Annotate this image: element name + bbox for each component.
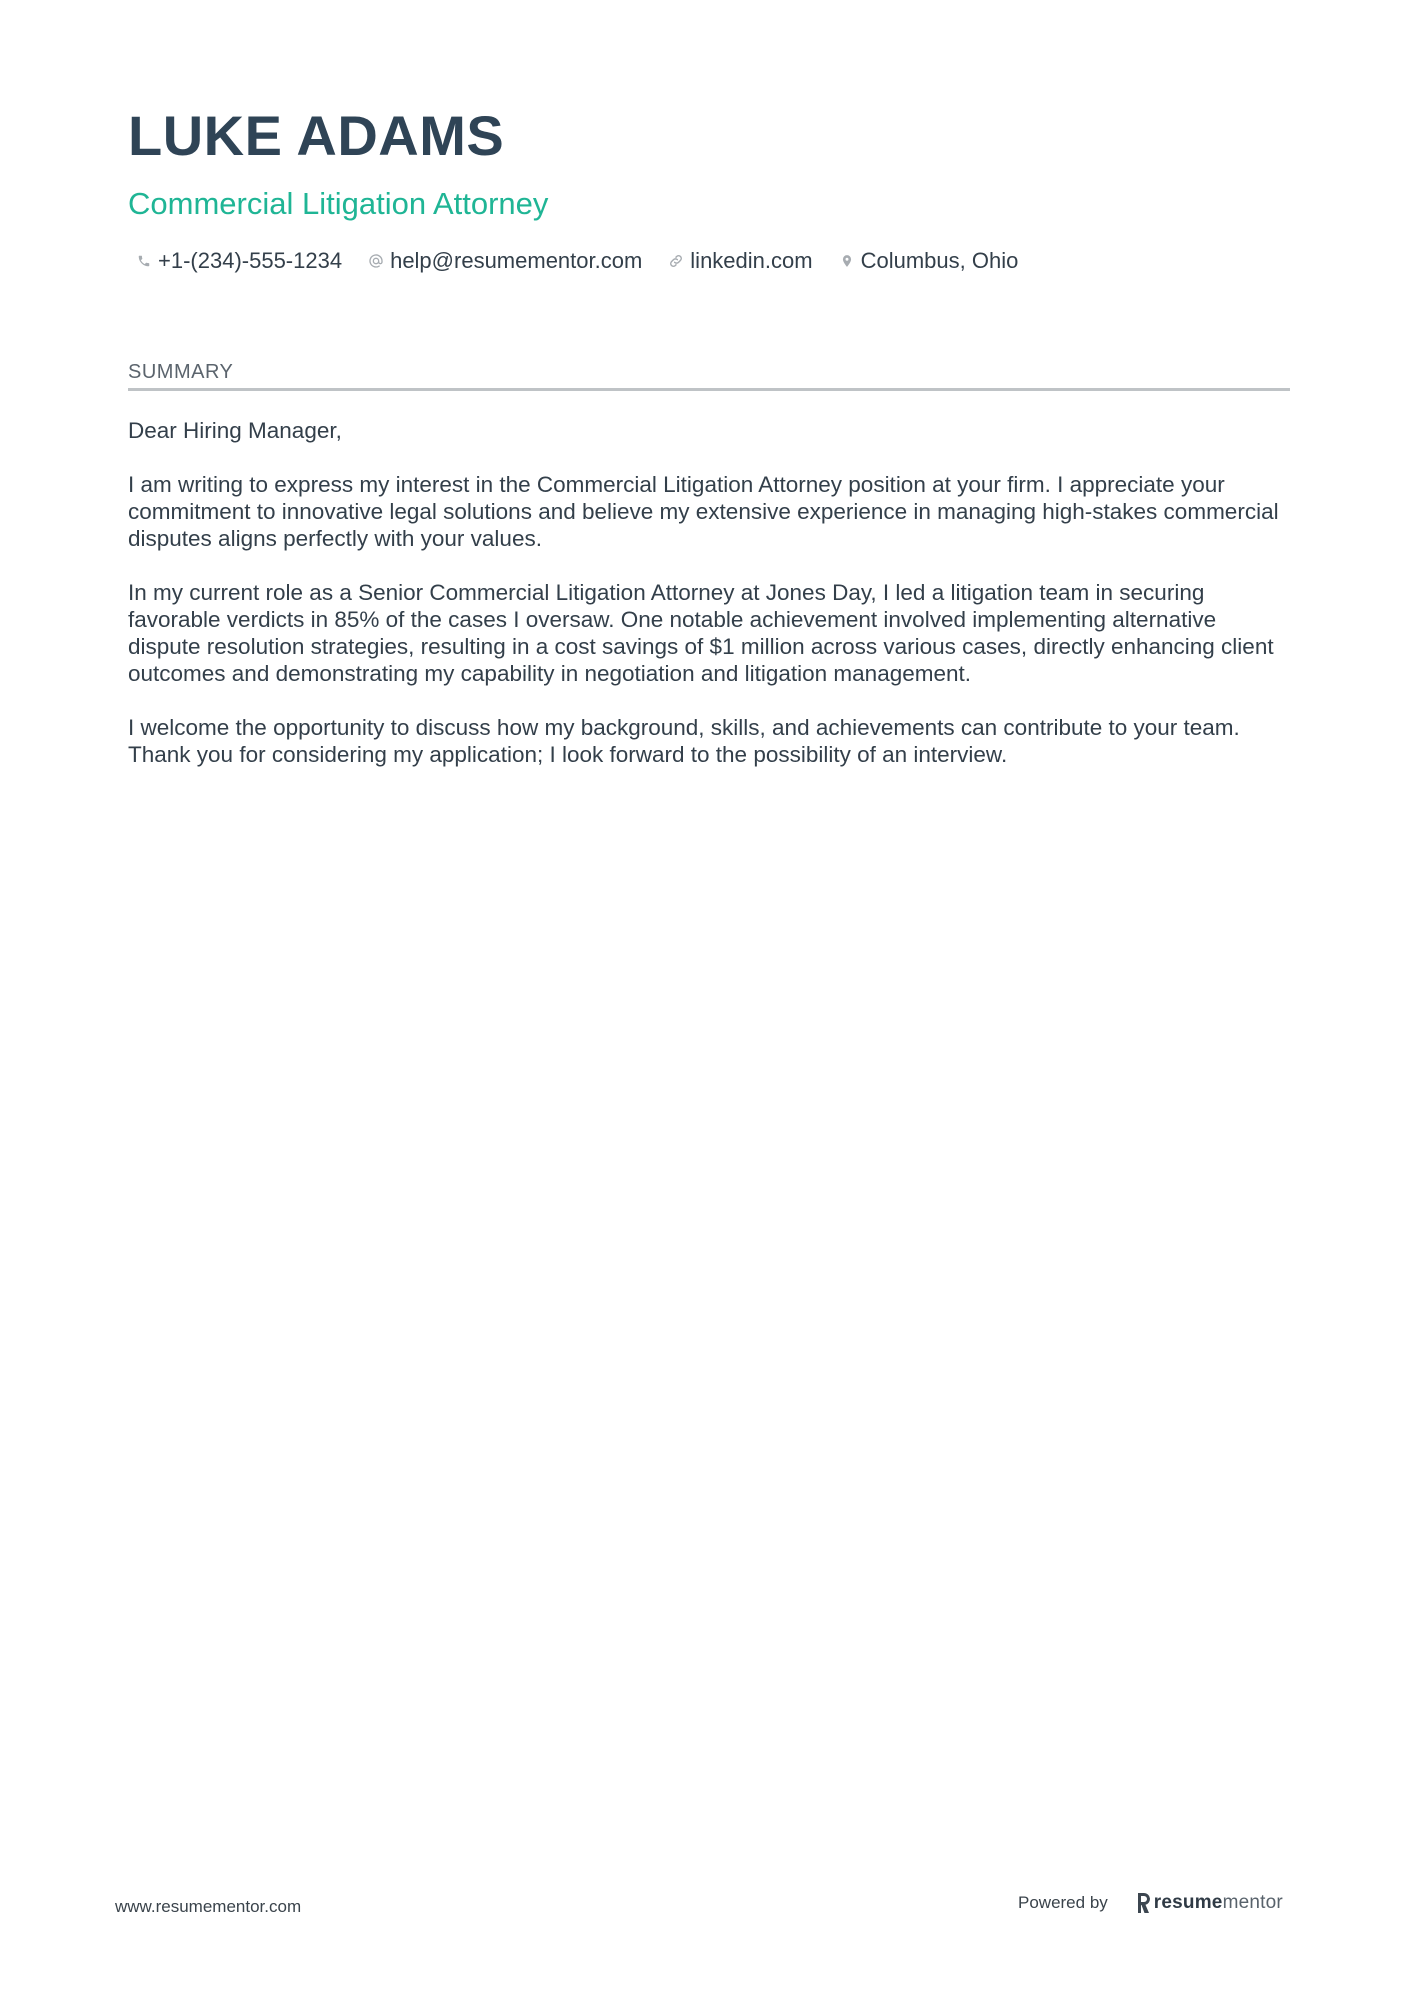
contact-email-text[interactable]: help@resumementor.com xyxy=(390,248,643,273)
letter-paragraph: I welcome the opportunity to discuss how my background, skills, and achievements can contribute to your team. Thank you for considering my application; I look forward to the possibility of an interview. xyxy=(128,715,1240,767)
resumementor-logo-icon xyxy=(1136,1893,1150,1913)
brand-mentor-text: mentor xyxy=(1222,1892,1283,1913)
contact-location-text: Columbus, Ohio xyxy=(860,248,1019,273)
link-icon xyxy=(668,253,684,269)
resumementor-logo[interactable] xyxy=(1136,1892,1283,1914)
contact-phone xyxy=(136,248,342,274)
footer-powered-by xyxy=(1018,1892,1283,1914)
at-icon xyxy=(368,253,384,269)
summary-heading: SUMMARY xyxy=(128,362,1290,391)
letter-salutation: Dear Hiring Manager, xyxy=(128,418,342,443)
contact-bar xyxy=(136,248,1044,274)
contact-email xyxy=(368,248,642,274)
contact-linkedin-text[interactable]: linkedin.com xyxy=(690,248,813,273)
candidate-name: LUKE ADAMS xyxy=(128,104,505,167)
summary-section xyxy=(128,362,1290,795)
job-title: Commercial Litigation Attorney xyxy=(128,186,549,221)
phone-icon xyxy=(136,253,152,269)
cover-letter-body xyxy=(128,417,1290,768)
footer-website[interactable]: www.resumementor.com xyxy=(115,1897,302,1916)
contact-linkedin xyxy=(668,248,812,274)
brand-resume-text: resume xyxy=(1153,1892,1223,1913)
contact-location xyxy=(839,248,1019,274)
location-pin-icon xyxy=(839,253,855,269)
contact-phone-text[interactable]: +1-(234)-555-1234 xyxy=(158,248,343,273)
letter-paragraph: In my current role as a Senior Commercial Litigation Attorney at Jones Day, I led a litigation team in securing favorable verdicts in 85% of the cases I oversaw. One notable achievement involved implementing alternative dispute resolution strategies, resulting in a cost savings of $1 million across various cases, directly enhancing client outcomes and demonstrating my capability in negotiation and litigation management. xyxy=(128,580,1274,686)
letter-paragraph: I am writing to express my interest in the Commercial Litigation Attorney position at your firm. I appreciate your commitment to innovative legal solutions and believe my extensive experience in managing high-stakes commercial disputes aligns perfectly with your values. xyxy=(128,472,1279,551)
powered-by-label: Powered by xyxy=(1018,1893,1108,1912)
